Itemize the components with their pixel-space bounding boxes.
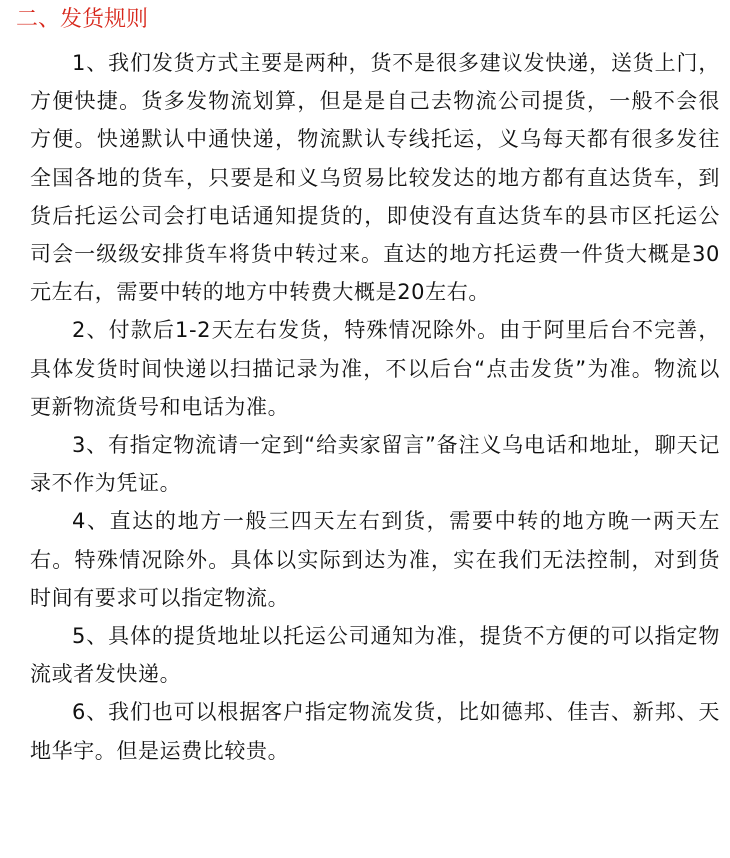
section-heading: 二、发货规则 [16,7,149,32]
rule-paragraph-4: 4、直达的地方一般三四天左右到货，需要中转的地方晚一两天左右。特殊情况除外。具体以实际到达为准，实在我们无法控制，对到货时间有要求可以指定物流。 [30,509,720,610]
rule-paragraph-6: 6、我们也可以根据客户指定物流发货，比如德邦、佳吉、新邦、天地华宇。但是运费比较贵。 [30,700,720,763]
rule-paragraph-3: 3、有指定物流请一定到“给卖家留言”备注义乌电话和地址，聊天记录不作为凭证。 [30,433,720,496]
rules-body [30,44,720,770]
rule-paragraph-5: 5、具体的提货地址以托运公司通知为准，提货不方便的可以指定物流或者发快递。 [30,624,720,687]
rule-paragraph-2: 2、付款后1-2天左右发货，特殊情况除外。由于阿里后台不完善，具体发货时间快递以扫描记录为准，不以后台“点击发货”为准。物流以更新物流货号和电话为准。 [30,318,720,419]
rule-paragraph-1: 1、我们发货方式主要是两种，货不是很多建议发快递，送货上门，方便快捷。货多发物流划算，但是是自己去物流公司提货，一般不会很方便。快递默认中通快递，物流默认专线托运，义乌每天都有很多发往全国各地的货车，只要是和义乌贸易比较发达的地方都有直达货车，到货后托运公司会打电话通知提货的，即使没有直达货车的县市区托运公司会一级级安排货车将货中转过来。直达的地方托运费一件货大概是30元左右，需要中转的地方中转费大概是20左右。 [30,51,720,305]
